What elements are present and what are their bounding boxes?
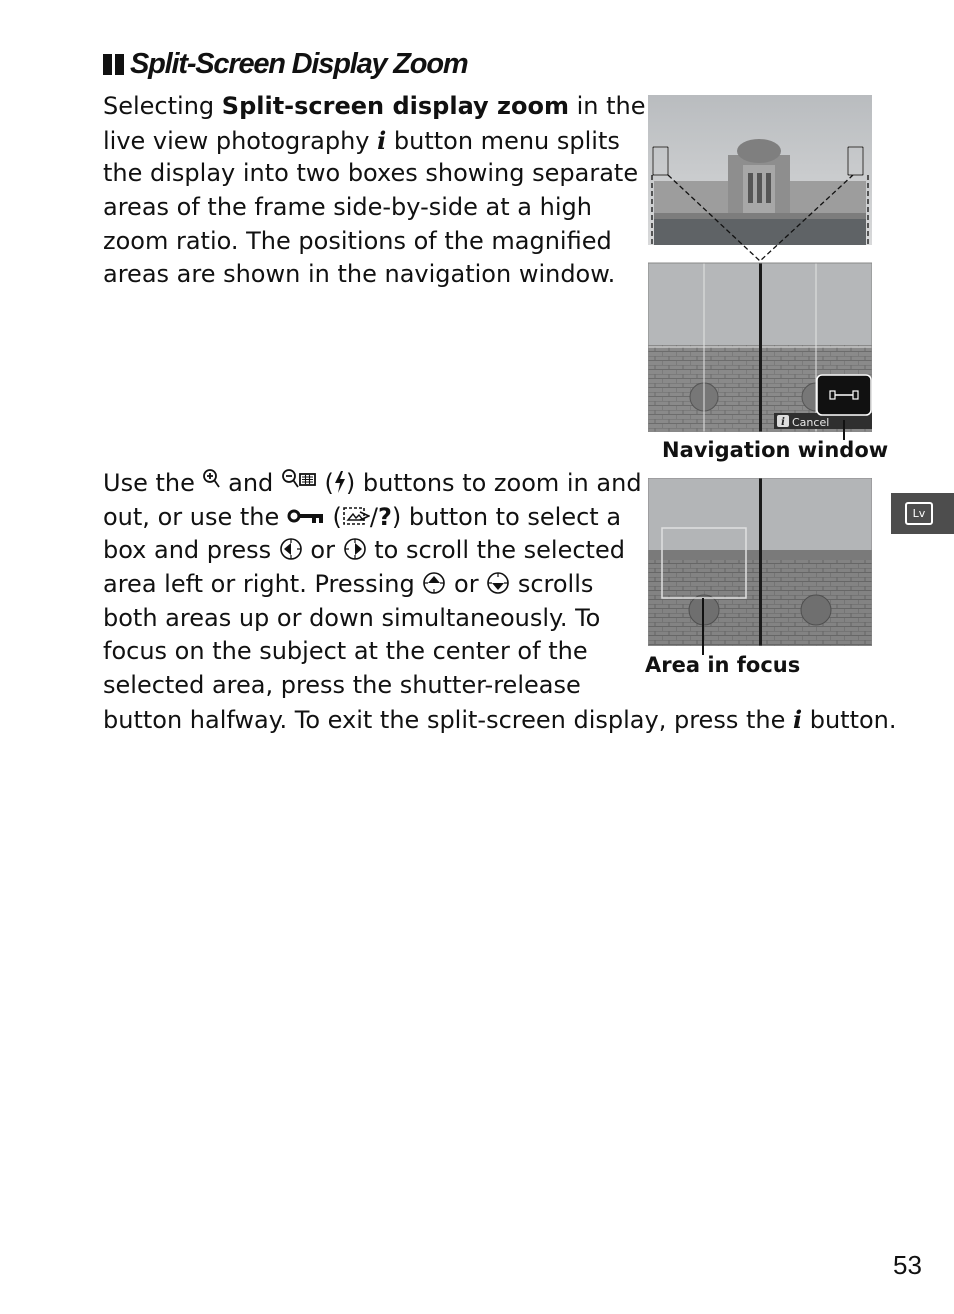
text: ) button to select a xyxy=(391,502,622,531)
cancel-label: Cancel xyxy=(792,416,830,429)
text: the display into two boxes showing separate xyxy=(103,159,639,188)
zoom-in-icon xyxy=(202,468,220,494)
chapter-tab xyxy=(891,493,954,534)
retouch-icon xyxy=(342,504,370,528)
text: ) buttons to zoom in and xyxy=(345,469,642,497)
text: areas are shown in the navigation window. xyxy=(103,260,616,289)
text: / xyxy=(369,502,378,531)
text: or xyxy=(446,570,487,599)
text: ( xyxy=(316,469,334,497)
live-view-icon: Lv xyxy=(905,502,933,525)
zoom-out-thumbnail-icon xyxy=(281,468,317,494)
text: selected area, press the shutter-release xyxy=(103,671,581,700)
intro-paragraph xyxy=(103,90,646,292)
overview-photo xyxy=(648,95,872,261)
text: to scroll the selected xyxy=(366,536,625,565)
heading-marker-icon xyxy=(103,54,124,75)
text: in the xyxy=(568,92,646,120)
section-title xyxy=(103,48,467,81)
protect-key-icon xyxy=(287,508,325,524)
info-button-glyph: i xyxy=(377,125,387,155)
text: button halfway. To exit the split-screen display, press the xyxy=(103,705,793,734)
text: Use the xyxy=(103,469,203,497)
info-button-glyph: i xyxy=(792,704,803,734)
text: and xyxy=(220,469,281,497)
text: Selecting xyxy=(103,92,222,120)
text: button menu splits xyxy=(386,126,620,155)
menu-option-name: Split-screen display zoom xyxy=(221,92,569,120)
text: area left or right. Pressing xyxy=(103,570,423,599)
navigation-window-caption: Navigation window xyxy=(662,438,889,462)
info-glyph: i xyxy=(781,417,785,428)
text: or xyxy=(302,536,343,565)
section-title-text: Split-Screen Display Zoom xyxy=(130,48,468,80)
text: focus on the subject at the center of the xyxy=(103,637,588,666)
text: box and press xyxy=(103,536,279,565)
text: areas of the frame side-by-side at a high xyxy=(103,193,592,222)
text: out, or use the xyxy=(103,502,287,531)
flash-icon xyxy=(334,470,346,494)
area-in-focus-figure xyxy=(648,478,872,646)
split-screen-figure xyxy=(648,95,872,432)
text: scrolls xyxy=(510,570,594,599)
text: ( xyxy=(324,502,342,531)
text: both areas up or down simultaneously. To xyxy=(103,603,601,632)
multi-selector-right-icon xyxy=(343,537,367,561)
text: zoom ratio. The positions of the magnified xyxy=(103,226,612,255)
multi-selector-up-icon xyxy=(422,571,446,595)
multi-selector-left-icon xyxy=(279,537,303,561)
page-number: 53 xyxy=(893,1250,922,1280)
area-in-focus-caption: Area in focus xyxy=(645,653,801,677)
help-glyph: ? xyxy=(377,502,392,531)
multi-selector-down-icon xyxy=(486,571,510,595)
text: button. xyxy=(802,705,897,734)
split-view-screen xyxy=(648,263,872,432)
text: live view photography xyxy=(103,126,378,155)
